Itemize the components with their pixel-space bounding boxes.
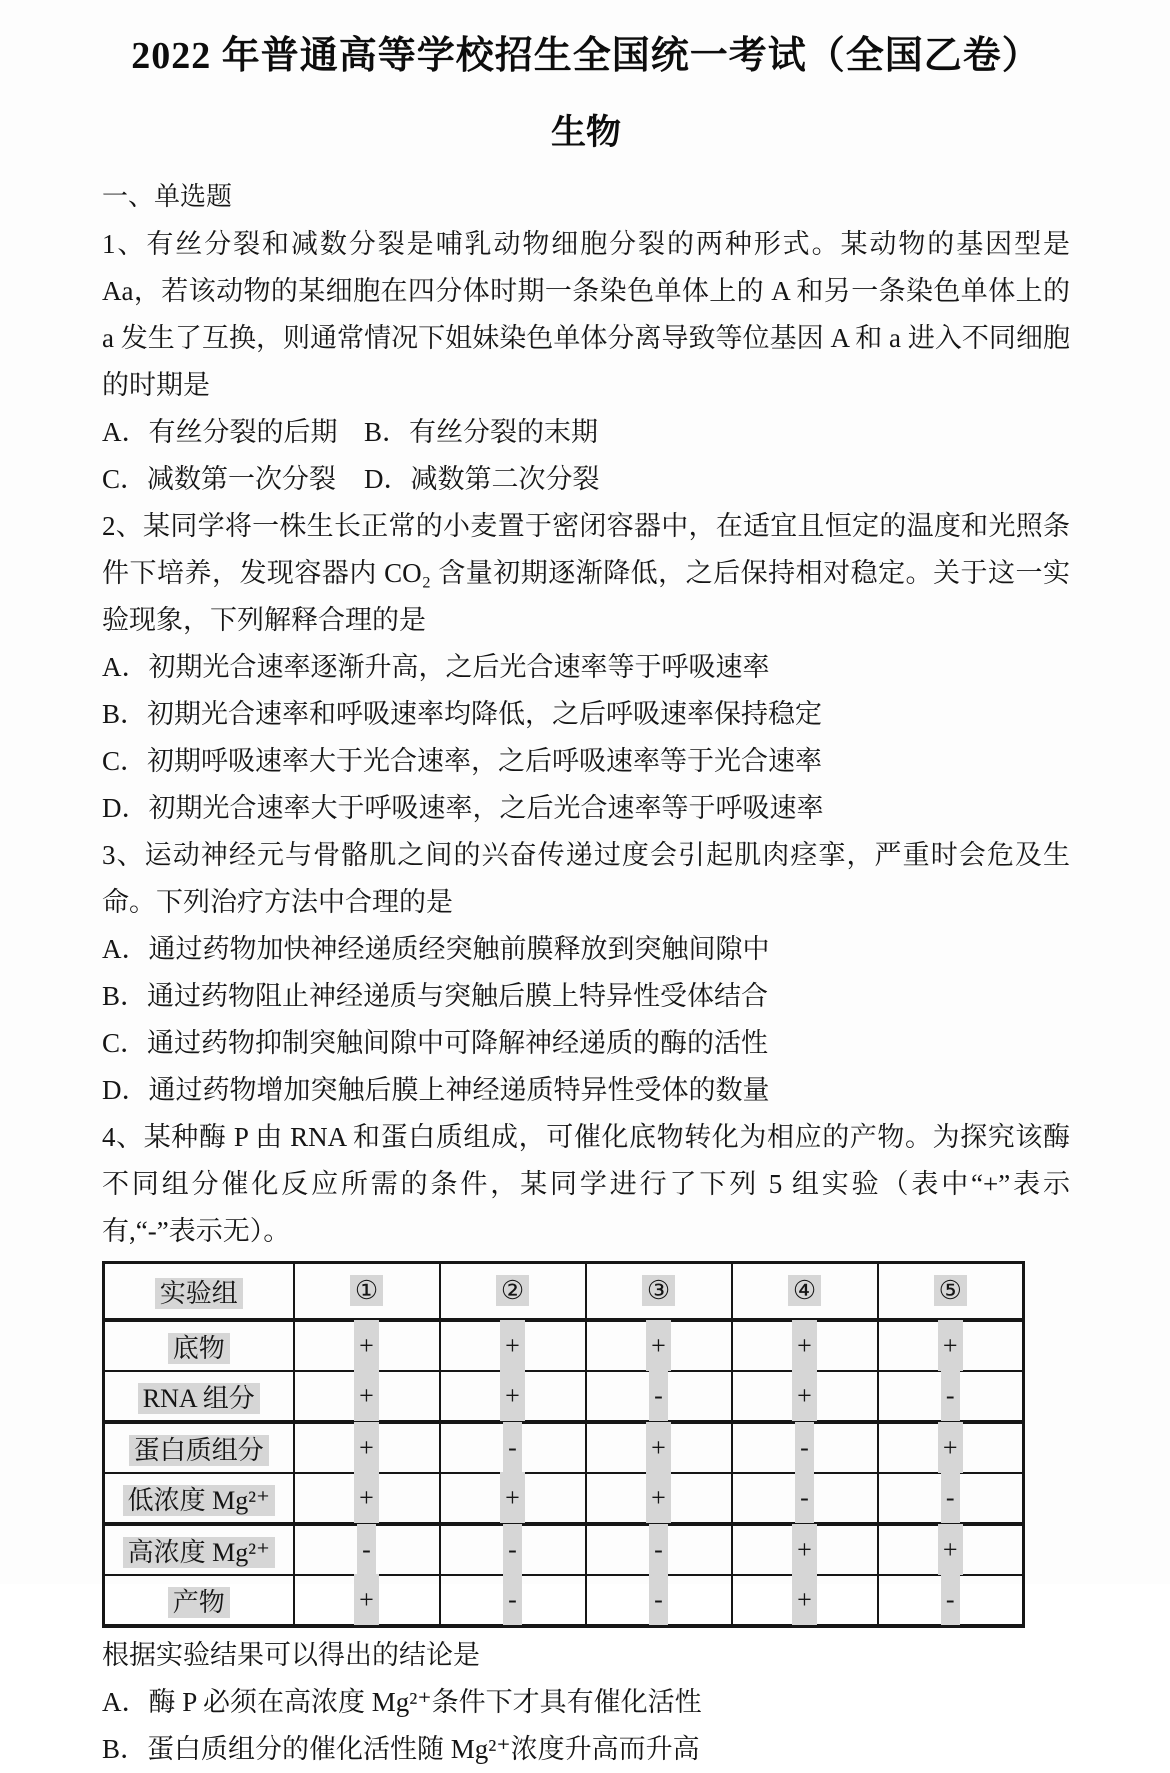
experiment-table-header-row bbox=[104, 1263, 1024, 1321]
cell-value: + bbox=[500, 1370, 525, 1421]
row-label: RNA 组分 bbox=[138, 1383, 260, 1414]
circled-2: ② bbox=[496, 1275, 529, 1306]
table-row bbox=[104, 1575, 1024, 1626]
question-3-option-a: A．通过药物加快神经递质经突触前膜释放到突触间隙中 bbox=[102, 934, 770, 964]
cell-value: - bbox=[357, 1524, 376, 1575]
circled-1: ① bbox=[350, 1275, 383, 1306]
cell-value: + bbox=[938, 1422, 963, 1473]
table-cell bbox=[586, 1575, 732, 1626]
question-2-option-c: C．初期呼吸速率大于光合速率，之后呼吸速率等于光合速率 bbox=[102, 746, 823, 776]
cell-value: - bbox=[649, 1524, 668, 1575]
cell-value: + bbox=[792, 1524, 817, 1575]
cell-value: - bbox=[649, 1574, 668, 1625]
row-label: 底物 bbox=[168, 1333, 230, 1364]
cell-value: + bbox=[646, 1422, 671, 1473]
table-cell bbox=[878, 1473, 1024, 1524]
table-cell bbox=[732, 1320, 878, 1371]
experiment-table bbox=[102, 1261, 1025, 1628]
cell-value: - bbox=[795, 1422, 814, 1473]
table-cell bbox=[878, 1524, 1024, 1575]
table-header-3 bbox=[586, 1263, 732, 1321]
table-cell bbox=[586, 1371, 732, 1422]
table-cell bbox=[732, 1575, 878, 1626]
table-cell bbox=[732, 1524, 878, 1575]
table-cell bbox=[440, 1371, 586, 1422]
table-cell bbox=[440, 1422, 586, 1473]
table-row bbox=[104, 1473, 1024, 1524]
table-header-2 bbox=[440, 1263, 586, 1321]
cell-value: - bbox=[941, 1574, 960, 1625]
cell-value: + bbox=[500, 1472, 525, 1523]
question-1-option-c: C．减数第一次分裂 bbox=[102, 464, 337, 494]
table-row bbox=[104, 1422, 1024, 1473]
cell-value: + bbox=[646, 1472, 671, 1523]
cell-value: + bbox=[354, 1472, 379, 1523]
cell-value: - bbox=[503, 1524, 522, 1575]
cell-value: - bbox=[649, 1370, 668, 1421]
row-label: 产物 bbox=[168, 1587, 230, 1618]
cell-value: - bbox=[503, 1422, 522, 1473]
table-cell bbox=[294, 1575, 440, 1626]
question-3-option-b: B．通过药物阻止神经递质与突触后膜上特异性受体结合 bbox=[102, 981, 769, 1011]
table-cell bbox=[294, 1473, 440, 1524]
question-1-options-row-1 bbox=[102, 409, 1070, 456]
table-cell bbox=[294, 1524, 440, 1575]
table-header-label: 实验组 bbox=[155, 1278, 243, 1309]
row-label-cell bbox=[104, 1473, 294, 1524]
table-cell bbox=[732, 1473, 878, 1524]
table-cell bbox=[586, 1473, 732, 1524]
question-1-option-d: D．减数第二次分裂 bbox=[364, 464, 600, 494]
cell-value: + bbox=[354, 1422, 379, 1473]
question-2-option-b: B．初期光合速率和呼吸速率均降低，之后呼吸速率保持稳定 bbox=[102, 699, 823, 729]
table-cell bbox=[878, 1575, 1024, 1626]
cell-value: - bbox=[795, 1472, 814, 1523]
cell-value: + bbox=[792, 1320, 817, 1371]
table-cell bbox=[440, 1524, 586, 1575]
cell-value: + bbox=[500, 1320, 525, 1371]
table-cell bbox=[732, 1422, 878, 1473]
cell-value: + bbox=[354, 1574, 379, 1625]
circled-4: ④ bbox=[788, 1275, 821, 1306]
row-label-cell bbox=[104, 1320, 294, 1371]
table-cell bbox=[440, 1575, 586, 1626]
page-title: 2022 年普通高等学校招生全国统一考试（全国乙卷） bbox=[131, 35, 1041, 77]
question-4-conclusion-lead: 根据实验结果可以得出的结论是 bbox=[102, 1640, 480, 1670]
cell-value: + bbox=[938, 1524, 963, 1575]
table-row bbox=[104, 1320, 1024, 1371]
question-1-options-row-2 bbox=[102, 456, 1070, 503]
table-cell bbox=[586, 1524, 732, 1575]
row-label-cell bbox=[104, 1524, 294, 1575]
question-3-stem: 3、运动神经元与骨骼肌之间的兴奋传递过度会引起肌肉痉挛，严重时会危及生命。下列治疗方法中合理的是 bbox=[102, 840, 1070, 917]
table-cell bbox=[294, 1422, 440, 1473]
table-cell bbox=[586, 1320, 732, 1371]
cell-value: - bbox=[941, 1370, 960, 1421]
question-1-option-a: A．有丝分裂的后期 bbox=[102, 417, 338, 447]
question-4-conclusion-option-a: A．酶 P 必须在高浓度 Mg²⁺条件下才具有催化活性 bbox=[102, 1687, 702, 1717]
cell-value: + bbox=[354, 1320, 379, 1371]
table-cell bbox=[440, 1473, 586, 1524]
question-2-stem: 2、某同学将一株生长正常的小麦置于密闭容器中，在适宜且恒定的温度和光照条件下培养，发现容器内 CO₂ 含量初期逐渐降低，之后保持相对稳定。关于这一实验现象，下列解释合理的是 bbox=[102, 511, 1070, 635]
section-heading: 一、单选题 bbox=[102, 182, 233, 211]
row-label: 低浓度 Mg²⁺ bbox=[123, 1485, 275, 1516]
cell-value: - bbox=[503, 1574, 522, 1625]
question-4-conclusion-option-b: B．蛋白质组分的催化活性随 Mg²⁺浓度升高而升高 bbox=[102, 1734, 700, 1764]
page-subtitle: 生物 bbox=[550, 113, 621, 152]
question-2-option-d: D．初期光合速率大于呼吸速率，之后光合速率等于呼吸速率 bbox=[102, 793, 824, 823]
cell-value: - bbox=[941, 1472, 960, 1523]
cell-value: + bbox=[646, 1320, 671, 1371]
cell-value: + bbox=[792, 1370, 817, 1421]
question-4-stem: 4、某种酶 P 由 RNA 和蛋白质组成，可催化底物转化为相应的产物。为探究该酶不同组分催化反应所需的条件，某同学进行了下列 5 组实验（表中“+”表示有,“-”表示无）。 bbox=[102, 1122, 1070, 1246]
table-header-1 bbox=[294, 1263, 440, 1321]
table-cell bbox=[294, 1371, 440, 1422]
row-label: 高浓度 Mg²⁺ bbox=[123, 1537, 275, 1568]
cell-value: + bbox=[938, 1320, 963, 1371]
table-header-group bbox=[104, 1263, 294, 1321]
table-cell bbox=[878, 1320, 1024, 1371]
table-cell bbox=[878, 1422, 1024, 1473]
row-label-cell bbox=[104, 1371, 294, 1422]
table-cell bbox=[294, 1320, 440, 1371]
table-row bbox=[104, 1524, 1024, 1575]
circled-5: ⑤ bbox=[934, 1275, 967, 1306]
table-cell bbox=[440, 1320, 586, 1371]
question-3 bbox=[102, 832, 1070, 1114]
table-cell bbox=[732, 1371, 878, 1422]
row-label-cell bbox=[104, 1422, 294, 1473]
table-cell bbox=[586, 1422, 732, 1473]
cell-value: + bbox=[354, 1370, 379, 1421]
table-header-4 bbox=[732, 1263, 878, 1321]
question-1-option-b: B．有丝分裂的末期 bbox=[364, 417, 599, 447]
question-2-option-a: A．初期光合速率逐渐升高，之后光合速率等于呼吸速率 bbox=[102, 652, 770, 682]
question-2 bbox=[102, 503, 1070, 832]
question-4 bbox=[102, 1114, 1070, 1773]
table-header-5 bbox=[878, 1263, 1024, 1321]
row-label: 蛋白质组分 bbox=[129, 1435, 269, 1466]
question-3-option-c: C．通过药物抑制突触间隙中可降解神经递质的酶的活性 bbox=[102, 1028, 769, 1058]
question-3-option-d: D．通过药物增加突触后膜上神经递质特异性受体的数量 bbox=[102, 1075, 770, 1105]
question-1 bbox=[102, 221, 1070, 503]
cell-value: + bbox=[792, 1574, 817, 1625]
question-1-stem: 1、有丝分裂和减数分裂是哺乳动物细胞分裂的两种形式。某动物的基因型是 Aa，若该动物的某细胞在四分体时期一条染色单体上的 A 和另一条染色单体上的 a 发生了互换，则通常情况下姐妹染色单体分离导致等位基因 A 和 a 进入不同细胞的时期是 bbox=[102, 229, 1070, 400]
table-row bbox=[104, 1371, 1024, 1422]
row-label-cell bbox=[104, 1575, 294, 1626]
circled-3: ③ bbox=[642, 1275, 675, 1306]
table-cell bbox=[878, 1371, 1024, 1422]
